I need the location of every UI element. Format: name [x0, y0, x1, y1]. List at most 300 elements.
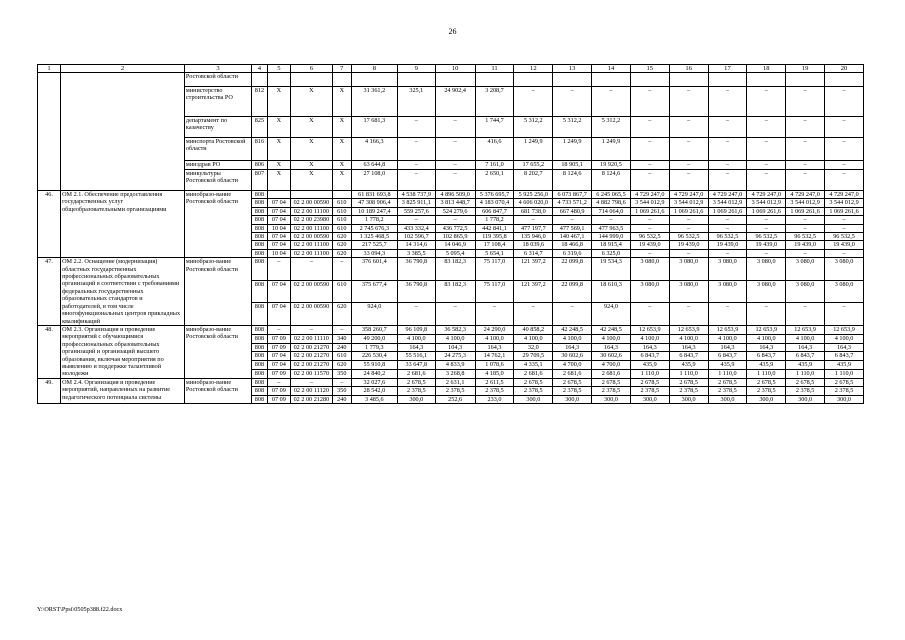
- table-row: [38, 87, 864, 117]
- value-cell: 2 681,6: [397, 369, 435, 378]
- value-cell: 47 308 906,4: [351, 199, 397, 207]
- value-cell: 96 532,5: [786, 233, 825, 241]
- value-cell: 808: [252, 369, 268, 378]
- value-cell: 32,0: [514, 343, 553, 352]
- value-cell: 924,0: [592, 303, 631, 326]
- value-cell: –: [435, 161, 475, 170]
- value-cell: 4 729 247,0: [708, 191, 747, 199]
- value-cell: 3 544 012,9: [786, 199, 825, 207]
- value-cell: 2 378,5: [475, 387, 514, 395]
- column-number-header: 19: [786, 65, 825, 73]
- value-cell: 96 532,5: [669, 233, 708, 241]
- value-cell: 55 516,1: [397, 352, 435, 361]
- value-cell: 104,3: [435, 343, 475, 352]
- value-cell: [435, 73, 475, 87]
- value-cell: –: [290, 258, 332, 281]
- value-cell: 435,9: [786, 361, 825, 370]
- value-cell: 12 653,9: [747, 325, 786, 334]
- value-cell: 02 2 00 21270: [290, 361, 332, 370]
- value-cell: 435,9: [630, 361, 669, 370]
- value-cell: 1 778,2: [475, 216, 514, 224]
- value-cell: 164,3: [708, 343, 747, 352]
- value-cell: 3 544 012,9: [630, 199, 669, 207]
- measure-name-cell: [61, 138, 185, 161]
- value-cell: 07 04: [267, 352, 290, 361]
- value-cell: 300,0: [708, 395, 747, 403]
- value-cell: 07 04: [267, 241, 290, 249]
- value-cell: 33 094,3: [351, 249, 397, 257]
- value-cell: 5 312,2: [592, 117, 631, 138]
- value-cell: 3 080,0: [630, 280, 669, 303]
- value-cell: 808: [252, 378, 268, 386]
- value-cell: –: [669, 170, 708, 191]
- executor-cell: минобразо-вание Ростовской области: [184, 325, 251, 378]
- value-cell: –: [435, 170, 475, 191]
- value-cell: 36 790,8: [397, 258, 435, 281]
- executor-cell: минобразо-вание Ростовской области: [184, 191, 251, 258]
- value-cell: 2 681,6: [553, 369, 592, 378]
- column-number-header: 17: [708, 65, 747, 73]
- value-cell: 28 542,0: [351, 387, 397, 395]
- value-cell: 1 110,0: [669, 369, 708, 378]
- value-cell: –: [267, 258, 290, 281]
- value-cell: –: [514, 87, 553, 117]
- value-cell: 825: [252, 117, 268, 138]
- value-cell: 3 080,0: [747, 280, 786, 303]
- executor-cell: департамент по казачеству: [184, 117, 251, 138]
- value-cell: 1 069 261,6: [630, 207, 669, 215]
- value-cell: 19 920,5: [592, 161, 631, 170]
- value-cell: 96 109,8: [397, 325, 435, 334]
- value-cell: 61 831 693,8: [351, 191, 397, 199]
- value-cell: –: [747, 161, 786, 170]
- value-cell: 164,3: [592, 343, 631, 352]
- value-cell: [669, 73, 708, 87]
- value-cell: –: [397, 161, 435, 170]
- value-cell: 12 653,9: [825, 325, 864, 334]
- value-cell: 07 04: [267, 216, 290, 224]
- value-cell: 2 611,5: [475, 378, 514, 386]
- value-cell: 02 2 00 21270: [290, 343, 332, 352]
- value-cell: 240: [332, 343, 351, 352]
- value-cell: 325,1: [397, 87, 435, 117]
- value-cell: 96 532,5: [747, 233, 786, 241]
- value-cell: 808: [252, 199, 268, 207]
- value-cell: 4 700,0: [553, 361, 592, 370]
- value-cell: 2 678,5: [553, 378, 592, 386]
- value-cell: 4 183 070,4: [475, 199, 514, 207]
- value-cell: 375 677,4: [351, 280, 397, 303]
- value-cell: 02 2 00 11110: [290, 334, 332, 343]
- value-cell: 340: [332, 334, 351, 343]
- value-cell: 164,3: [747, 343, 786, 352]
- value-cell: 1 779,3: [351, 343, 397, 352]
- value-cell: 1 325 468,5: [351, 233, 397, 241]
- value-cell: 1 078,6: [475, 361, 514, 370]
- value-cell: 19 439,0: [708, 241, 747, 249]
- value-cell: –: [630, 138, 669, 161]
- value-cell: 3 544 012,9: [669, 199, 708, 207]
- value-cell: 524 279,6: [435, 207, 475, 215]
- value-cell: –: [747, 216, 786, 224]
- value-cell: 36 582,3: [435, 325, 475, 334]
- value-cell: 164,3: [825, 343, 864, 352]
- value-cell: 350: [332, 387, 351, 395]
- value-cell: 5 376 695,7: [475, 191, 514, 199]
- value-cell: 808: [252, 303, 268, 326]
- value-cell: [252, 73, 268, 87]
- value-cell: 3 080,0: [786, 280, 825, 303]
- value-cell: 164,3: [553, 343, 592, 352]
- table-row: [38, 138, 864, 161]
- value-cell: 436 772,5: [435, 224, 475, 232]
- value-cell: X: [290, 138, 332, 161]
- executor-cell: минздрав РО: [184, 161, 251, 170]
- value-cell: 07 09: [267, 334, 290, 343]
- value-cell: 808: [252, 191, 268, 199]
- value-cell: 3 813 448,7: [435, 199, 475, 207]
- value-cell: 1 069 261,6: [708, 207, 747, 215]
- value-cell: 808: [252, 343, 268, 352]
- value-cell: 2 378,5: [397, 387, 435, 395]
- value-cell: 477 569,1: [553, 224, 592, 232]
- value-cell: 681 738,0: [514, 207, 553, 215]
- value-cell: 07 04: [267, 199, 290, 207]
- column-number-header: 5: [267, 65, 290, 73]
- value-cell: 808: [252, 216, 268, 224]
- value-cell: 02 2 00 00590: [290, 280, 332, 303]
- executor-cell: минобразо-вание Ростовской области: [184, 378, 251, 403]
- value-cell: –: [747, 249, 786, 257]
- value-cell: 4 729 247,0: [630, 191, 669, 199]
- value-cell: 5 925 256,0: [514, 191, 553, 199]
- value-cell: 6 843,7: [747, 352, 786, 361]
- value-cell: 02 2 00 00590: [290, 233, 332, 241]
- value-cell: 610: [332, 280, 351, 303]
- value-cell: 620: [332, 361, 351, 370]
- value-cell: 240: [332, 395, 351, 403]
- value-cell: 2 678,5: [630, 378, 669, 386]
- table-row: [38, 117, 864, 138]
- value-cell: –: [708, 216, 747, 224]
- value-cell: 30 602,6: [553, 352, 592, 361]
- value-cell: 606 847,7: [475, 207, 514, 215]
- value-cell: 1 249,9: [553, 138, 592, 161]
- value-cell: 27 108,0: [351, 170, 397, 191]
- value-cell: –: [786, 303, 825, 326]
- measure-name-cell: [61, 73, 185, 87]
- value-cell: 376 601,4: [351, 258, 397, 281]
- value-cell: 19 439,0: [669, 241, 708, 249]
- value-cell: 435,9: [747, 361, 786, 370]
- row-number-cell: 47.: [38, 258, 61, 326]
- value-cell: 42 248,5: [553, 325, 592, 334]
- value-cell: 36 790,8: [397, 280, 435, 303]
- value-cell: 4 100,0: [592, 334, 631, 343]
- value-cell: 233,0: [475, 395, 514, 403]
- value-cell: –: [669, 138, 708, 161]
- value-cell: –: [332, 258, 351, 281]
- value-cell: –: [786, 87, 825, 117]
- value-cell: 02 2 00 21270: [290, 352, 332, 361]
- value-cell: X: [332, 117, 351, 138]
- value-cell: –: [825, 303, 864, 326]
- value-cell: [514, 73, 553, 87]
- value-cell: 2 681,6: [514, 369, 553, 378]
- value-cell: 24 275,3: [435, 352, 475, 361]
- value-cell: –: [553, 216, 592, 224]
- value-cell: 808: [252, 224, 268, 232]
- value-cell: 3 268,8: [435, 369, 475, 378]
- value-cell: 14 046,9: [435, 241, 475, 249]
- value-cell: 3 544 012,9: [747, 199, 786, 207]
- value-cell: 02 2 00 23980: [290, 216, 332, 224]
- value-cell: –: [825, 138, 864, 161]
- value-cell: X: [290, 161, 332, 170]
- value-cell: 12 653,9: [630, 325, 669, 334]
- value-cell: X: [267, 87, 290, 117]
- value-cell: 3 080,0: [786, 258, 825, 281]
- value-cell: 144 999,0: [592, 233, 631, 241]
- value-cell: 5 312,2: [514, 117, 553, 138]
- value-cell: –: [708, 138, 747, 161]
- page-number: 26: [448, 27, 457, 36]
- column-number-header: 15: [630, 65, 669, 73]
- value-cell: 8 202,7: [514, 170, 553, 191]
- value-cell: 1 778,2: [351, 216, 397, 224]
- value-cell: –: [630, 224, 669, 232]
- value-cell: –: [267, 378, 290, 386]
- value-cell: 30 602,6: [592, 352, 631, 361]
- value-cell: 808: [252, 387, 268, 395]
- value-cell: 75 117,0: [475, 280, 514, 303]
- column-number-header: 6: [290, 65, 332, 73]
- value-cell: –: [825, 249, 864, 257]
- value-cell: 808: [252, 249, 268, 257]
- value-cell: 121 397,2: [514, 280, 553, 303]
- value-cell: [351, 73, 397, 87]
- value-cell: 24 902,4: [435, 87, 475, 117]
- value-cell: [397, 73, 435, 87]
- value-cell: 19 439,0: [825, 241, 864, 249]
- value-cell: 6 245 065,5: [592, 191, 631, 199]
- value-cell: 300,0: [669, 395, 708, 403]
- row-number-cell: [38, 73, 61, 87]
- value-cell: 808: [252, 325, 268, 334]
- executor-cell: Ростовской области: [184, 73, 251, 87]
- table-row: [38, 325, 864, 334]
- value-cell: 96 532,5: [825, 233, 864, 241]
- value-cell: 02 2 00 11100: [290, 207, 332, 215]
- value-cell: 5 312,2: [553, 117, 592, 138]
- column-number-header: 20: [825, 65, 864, 73]
- value-cell: 4 100,0: [397, 334, 435, 343]
- value-cell: 75 117,0: [475, 258, 514, 281]
- value-cell: 620: [332, 249, 351, 257]
- value-cell: 42 248,5: [592, 325, 631, 334]
- value-cell: 2 378,5: [514, 387, 553, 395]
- value-cell: 02 2 00 00590: [290, 199, 332, 207]
- value-cell: 477 963,5: [592, 224, 631, 232]
- executor-cell: минспорта Ростовской области: [184, 138, 251, 161]
- value-cell: 3 080,0: [669, 258, 708, 281]
- executor-cell: министерство строительства РО: [184, 87, 251, 117]
- value-cell: –: [630, 117, 669, 138]
- value-cell: –: [825, 161, 864, 170]
- value-cell: 18 905,1: [553, 161, 592, 170]
- measure-name-cell: ОМ 2.2. Оснащение (модернизация) областных государственных профессиональных образовательных организаций в соответствии с требованиями федеральных государственных образовательных стандартов и работодателей, в том числе многофункциональных центров прикладных квалификаций: [61, 258, 185, 326]
- value-cell: 610: [332, 352, 351, 361]
- value-cell: 350: [332, 369, 351, 378]
- value-cell: 2 378,5: [825, 387, 864, 395]
- value-cell: –: [669, 249, 708, 257]
- value-cell: 24 840,2: [351, 369, 397, 378]
- value-cell: 812: [252, 87, 268, 117]
- value-cell: 433 332,4: [397, 224, 435, 232]
- measure-name-cell: ОМ 2.4. Организация и проведение мероприятий, направленных на развитие педагогического потенциала системы: [61, 378, 185, 403]
- value-cell: [825, 73, 864, 87]
- value-cell: 164,3: [475, 343, 514, 352]
- row-number-cell: [38, 138, 61, 161]
- value-cell: 2 378,5: [669, 387, 708, 395]
- value-cell: 164,3: [786, 343, 825, 352]
- row-number-cell: [38, 161, 61, 170]
- value-cell: 4 538 737,9: [397, 191, 435, 199]
- value-cell: 4 729 247,0: [747, 191, 786, 199]
- value-cell: 14 314,6: [397, 241, 435, 249]
- value-cell: 164,3: [669, 343, 708, 352]
- value-cell: 96 532,5: [708, 233, 747, 241]
- value-cell: 83 182,3: [435, 280, 475, 303]
- value-cell: 358 260,7: [351, 325, 397, 334]
- value-cell: 02 2 00 00590: [290, 303, 332, 326]
- value-cell: 2 745 676,3: [351, 224, 397, 232]
- value-cell: –: [397, 138, 435, 161]
- value-cell: 2 378,5: [592, 387, 631, 395]
- value-cell: 19 534,3: [592, 258, 631, 281]
- value-cell: 4 185,0: [475, 369, 514, 378]
- value-cell: 610: [332, 224, 351, 232]
- value-cell: [332, 73, 351, 87]
- value-cell: X: [332, 161, 351, 170]
- column-number-header: 2: [61, 65, 185, 73]
- value-cell: 19 439,0: [747, 241, 786, 249]
- value-cell: 12 653,9: [786, 325, 825, 334]
- row-number-cell: 49.: [38, 378, 61, 403]
- value-cell: 2 378,5: [553, 387, 592, 395]
- value-cell: 1 744,7: [475, 117, 514, 138]
- value-cell: 6 843,7: [825, 352, 864, 361]
- value-cell: 2 678,5: [397, 378, 435, 386]
- value-cell: 63 644,8: [351, 161, 397, 170]
- value-cell: –: [592, 216, 631, 224]
- value-cell: [630, 73, 669, 87]
- value-cell: –: [290, 325, 332, 334]
- value-cell: 559 257,6: [397, 207, 435, 215]
- value-cell: 610: [332, 199, 351, 207]
- column-number-header: 14: [592, 65, 631, 73]
- value-cell: 5 654,1: [475, 249, 514, 257]
- value-cell: –: [786, 117, 825, 138]
- value-cell: 816: [252, 138, 268, 161]
- value-cell: –: [786, 161, 825, 170]
- value-cell: 22 099,8: [553, 258, 592, 281]
- value-cell: 02 2 00 11570: [290, 369, 332, 378]
- value-cell: –: [825, 224, 864, 232]
- value-cell: 477 197,7: [514, 224, 553, 232]
- value-cell: –: [747, 303, 786, 326]
- value-cell: 2 678,5: [708, 378, 747, 386]
- value-cell: [290, 191, 332, 199]
- measure-name-cell: [61, 170, 185, 191]
- value-cell: [747, 73, 786, 87]
- value-cell: 07 04: [267, 280, 290, 303]
- value-cell: –: [332, 325, 351, 334]
- value-cell: 3 485,6: [351, 395, 397, 403]
- value-cell: 300,0: [514, 395, 553, 403]
- value-cell: 1 110,0: [630, 369, 669, 378]
- value-cell: 808: [252, 395, 268, 403]
- value-cell: X: [332, 138, 351, 161]
- value-cell: 4 729 247,0: [786, 191, 825, 199]
- value-cell: –: [669, 303, 708, 326]
- value-cell: 18 915,4: [592, 241, 631, 249]
- value-cell: 6 314,7: [514, 249, 553, 257]
- value-cell: 620: [332, 233, 351, 241]
- value-cell: X: [332, 170, 351, 191]
- column-number-header: 18: [747, 65, 786, 73]
- value-cell: 3 080,0: [825, 258, 864, 281]
- value-cell: [332, 191, 351, 199]
- value-cell: 714 064,0: [592, 207, 631, 215]
- column-number-header: 7: [332, 65, 351, 73]
- value-cell: 14 762,1: [475, 352, 514, 361]
- value-cell: 4 896 509,0: [435, 191, 475, 199]
- value-cell: –: [332, 378, 351, 386]
- value-cell: –: [669, 117, 708, 138]
- value-cell: –: [825, 117, 864, 138]
- value-cell: 2 650,1: [475, 170, 514, 191]
- value-cell: 4 100,0: [708, 334, 747, 343]
- value-cell: –: [290, 378, 332, 386]
- value-cell: 1 069 261,6: [825, 207, 864, 215]
- value-cell: –: [630, 249, 669, 257]
- value-cell: 4 729 247,0: [669, 191, 708, 199]
- value-cell: 6 319,6: [553, 249, 592, 257]
- value-cell: 6 843,7: [786, 352, 825, 361]
- table-row: [38, 170, 864, 191]
- value-cell: –: [553, 87, 592, 117]
- column-number-header: 9: [397, 65, 435, 73]
- value-cell: –: [708, 249, 747, 257]
- value-cell: 300,0: [397, 395, 435, 403]
- column-number-header: 13: [553, 65, 592, 73]
- budget-table: [37, 64, 864, 404]
- value-cell: 33 647,8: [397, 361, 435, 370]
- value-cell: 102 596,7: [397, 233, 435, 241]
- value-cell: 2 678,5: [669, 378, 708, 386]
- value-cell: –: [630, 170, 669, 191]
- value-cell: 4 606 020,0: [514, 199, 553, 207]
- value-cell: 807: [252, 170, 268, 191]
- value-cell: –: [397, 117, 435, 138]
- value-cell: 2 378,5: [747, 387, 786, 395]
- value-cell: –: [708, 87, 747, 117]
- value-cell: 3 080,0: [708, 258, 747, 281]
- value-cell: –: [435, 216, 475, 224]
- row-number-cell: [38, 170, 61, 191]
- value-cell: 2 378,5: [708, 387, 747, 395]
